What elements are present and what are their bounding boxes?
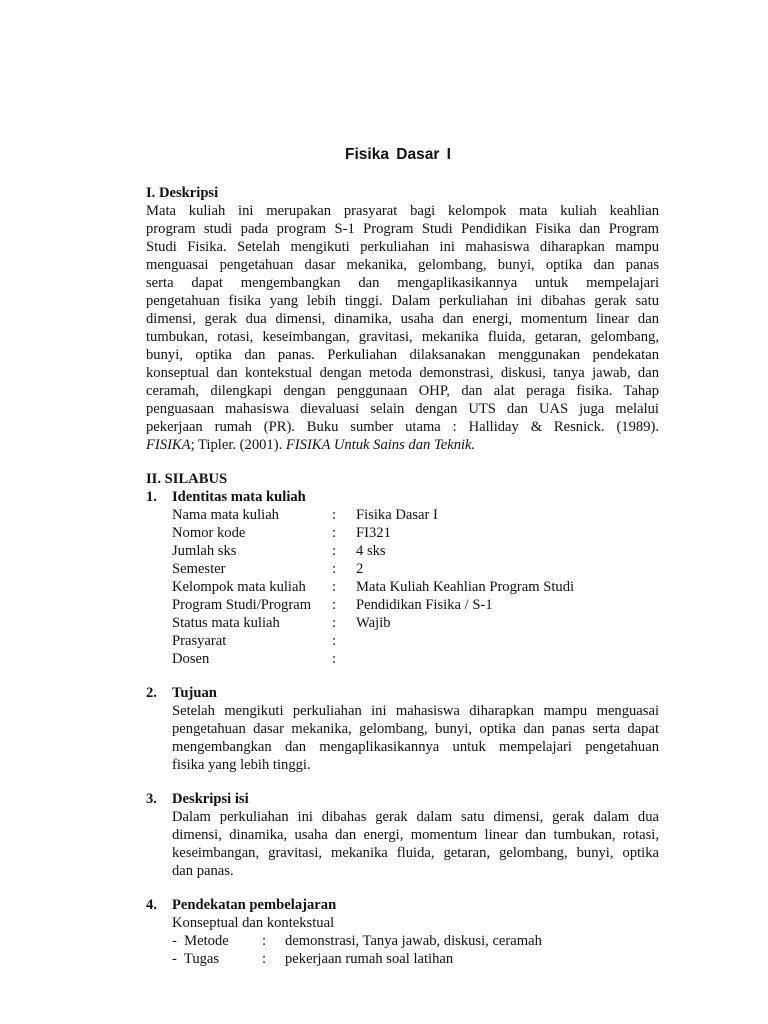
row-dash: -	[172, 933, 177, 949]
identity-row	[146, 506, 659, 524]
method-row	[146, 950, 659, 968]
row-value: FI321	[356, 525, 391, 541]
paragraph-line: Dalam perkuliahan ini dibahas gerak dalam satu dimensi, gerak dalam dua	[172, 809, 659, 825]
row-key: Semester	[172, 561, 226, 577]
book-title-italic: FISIKA	[146, 437, 191, 453]
row-key: Prasyarat	[172, 633, 227, 649]
paragraph-line: Studi Fisika. Setelah mengikuti perkuliahan ini mahasiswa diharapkan mampu	[146, 239, 659, 255]
row-colon: :	[332, 651, 337, 667]
section-deskripsi	[146, 184, 659, 454]
identity-row	[146, 524, 659, 542]
row-value: 4 sks	[356, 543, 386, 559]
citation-text: ; Tipler. (2001).	[190, 437, 286, 453]
row-colon: :	[332, 579, 337, 595]
row-value: demonstrasi, Tanya jawab, diskusi, ceramah	[285, 933, 542, 949]
paragraph-line: program studi pada program S-1 Program Studi Pendidikan Fisika dan Program	[146, 221, 659, 237]
identity-row	[146, 596, 659, 614]
row-colon: :	[332, 561, 337, 577]
section-heading: II. SILABUS	[146, 471, 228, 487]
book-title-italic: FISIKA Untuk Sains dan Teknik.	[285, 437, 476, 453]
paragraph-last-line	[146, 436, 659, 454]
identity-row	[146, 578, 659, 596]
item-paragraph	[172, 808, 659, 880]
row-colon: :	[262, 951, 267, 967]
row-key: Metode	[184, 933, 229, 949]
row-value: Fisika Dasar I	[356, 507, 438, 523]
row-value: Pendidikan Fisika / S-1	[356, 597, 493, 613]
row-value: Mata Kuliah Keahlian Program Studi	[356, 579, 575, 595]
row-key: Tugas	[183, 951, 220, 967]
item-deskripsi-isi	[146, 790, 659, 880]
section-silabus	[146, 470, 659, 668]
row-key: Dosen	[172, 651, 210, 667]
item-paragraph	[172, 702, 659, 774]
row-colon: :	[332, 507, 337, 523]
item-subtitle: Konseptual dan kontekstual	[172, 915, 335, 931]
identity-row	[146, 542, 659, 560]
paragraph-line: bunyi, optika dan panas. Perkuliahan dilaksanakan menggunakan pendekatan	[146, 347, 659, 363]
method-row	[146, 932, 659, 950]
item-tujuan	[146, 684, 659, 774]
row-colon: :	[332, 633, 337, 649]
section-paragraph	[146, 202, 659, 454]
identity-row	[146, 650, 659, 668]
paragraph-line: dimensi, gerak dua dimensi, dinamika, usaha dan energi, momentum linear dan	[146, 311, 659, 327]
identity-table	[146, 506, 659, 668]
paragraph-line: keseimbangan, gravitasi, mekanika fluida, getaran, gelombang, bunyi, optika	[172, 845, 659, 861]
paragraph-line: fisika yang lebih tinggi.	[172, 757, 311, 773]
paragraph-line: dimensi, dinamika, usaha dan energi, momentum linear dan tumbukan, rotasi,	[172, 827, 659, 843]
row-key: Status mata kuliah	[172, 615, 280, 631]
identity-row	[146, 614, 659, 632]
paragraph-line: tumbukan, rotasi, keseimbangan, gravitasi, mekanika fluida, getaran, gelombang,	[146, 329, 659, 345]
row-key: Nama mata kuliah	[172, 507, 279, 523]
row-dash-key	[172, 950, 219, 968]
paragraph-line: menguasai pengetahuan dasar mekanika, gelombang, bunyi, optika dan panas	[146, 257, 659, 273]
item-heading	[146, 896, 659, 914]
row-colon: :	[262, 933, 267, 949]
item-heading	[146, 790, 659, 808]
paragraph-line: dan panas.	[172, 863, 234, 879]
paragraph-line: pengetahuan fisika yang lebih tinggi. Dalam perkuliahan ini dibahas gerak satu	[146, 293, 659, 309]
row-colon: :	[332, 597, 337, 613]
document-title: Fisika Dasar I	[345, 146, 451, 163]
paragraph-line: Mata kuliah ini merupakan prasyarat bagi kelompok mata kuliah keahlian	[146, 203, 659, 219]
row-value: 2	[356, 561, 364, 577]
row-key: Program Studi/Program	[172, 597, 312, 613]
paragraph-line: pengetahuan dasar mekanika, gelombang, bunyi, optika dan panas serta dapat	[172, 721, 659, 737]
row-key: Nomor kode	[172, 525, 246, 541]
item-number: 3.	[146, 791, 157, 807]
paragraph-line: konseptual dan kontekstual dengan metoda demonstrasi, diskusi, tanya jawab, dan	[146, 365, 659, 381]
row-value: pekerjaan rumah soal latihan	[285, 951, 454, 967]
row-colon: :	[332, 543, 337, 559]
item-number: 2.	[146, 685, 157, 701]
section-heading: I. Deskripsi	[146, 185, 219, 201]
item-title: Identitas mata kuliah	[172, 489, 306, 505]
item-heading	[146, 684, 659, 702]
paragraph-line: serta dapat mengembangkan dan mengaplikasikannya untuk mempelajari	[146, 275, 659, 291]
row-colon: :	[332, 525, 337, 541]
paragraph-line: pekerjaan rumah (PR). Buku sumber utama : Halliday & Resnick. (1989).	[146, 419, 659, 435]
item-heading	[146, 488, 659, 506]
row-value: Wajib	[356, 615, 391, 631]
row-dash-key	[172, 932, 229, 950]
paragraph-line: mengembangkan dan mengaplikasikannya untuk mempelajari pengetahuan	[172, 739, 659, 755]
item-pendekatan	[146, 896, 659, 968]
row-key: Kelompok mata kuliah	[172, 579, 306, 595]
identity-row	[146, 632, 659, 650]
paragraph-line: Setelah mengikuti perkuliahan ini mahasiswa diharapkan mampu menguasai	[172, 703, 659, 719]
row-dash: -	[172, 951, 177, 967]
item-number: 1.	[146, 489, 157, 505]
identity-row	[146, 560, 659, 578]
paragraph-line: penguasaan mahasiswa dievaluasi selain dengan UTS dan UAS juga melalui	[146, 401, 659, 417]
paragraph-line: ceramah, dilengkapi dengan penggunaan OHP, dan alat peraga fisika. Tahap	[146, 383, 659, 399]
item-title: Pendekatan pembelajaran	[172, 897, 337, 913]
row-key: Jumlah sks	[172, 543, 237, 559]
item-title: Deskripsi isi	[172, 791, 249, 807]
item-title: Tujuan	[172, 685, 217, 701]
item-number: 4.	[146, 897, 157, 913]
row-colon: :	[332, 615, 337, 631]
